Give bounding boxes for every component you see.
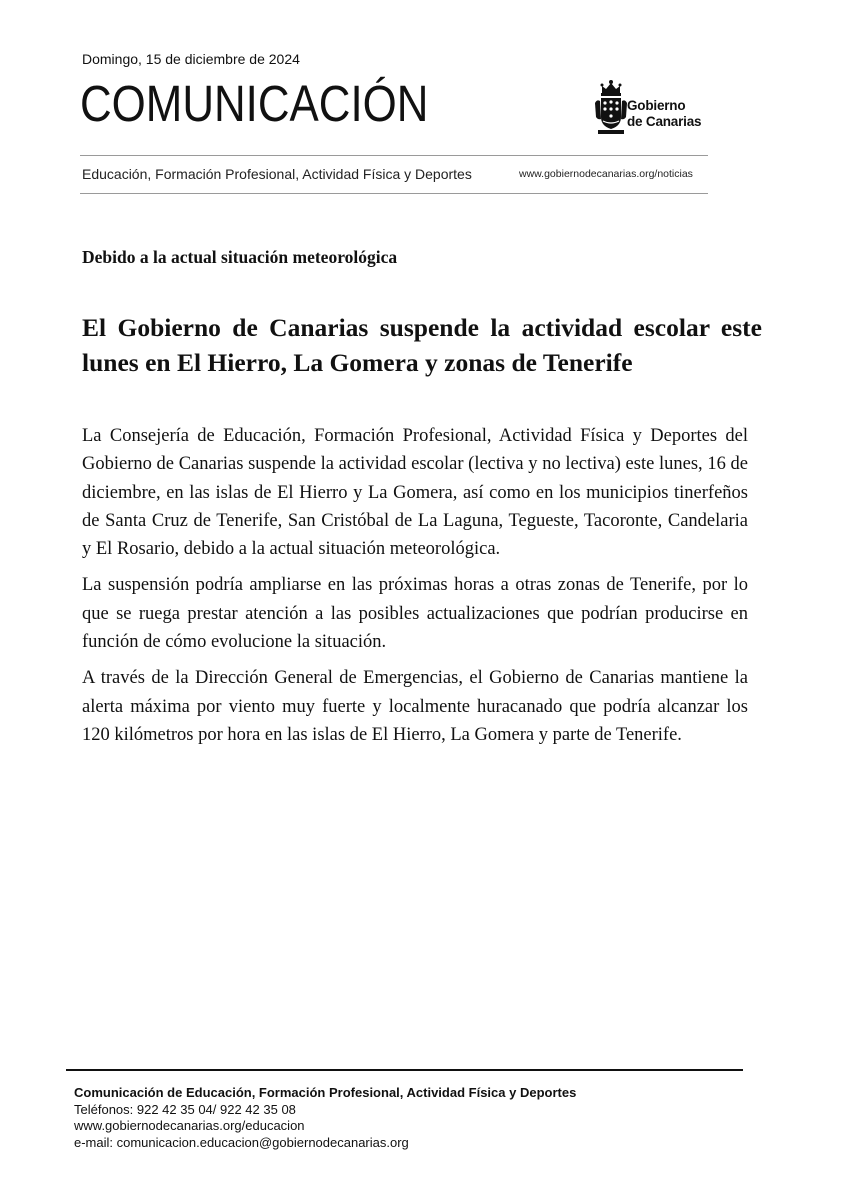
footer-email: e-mail: comunicacion.educacion@gobiernodecanarias.org xyxy=(74,1134,409,1150)
gobierno-de-canarias-logo xyxy=(594,79,714,139)
footer-divider xyxy=(66,1069,743,1071)
logo-text xyxy=(627,98,701,130)
header-divider-top xyxy=(80,155,708,156)
article-paragraph: La Consejería de Educación, Formación Profesional, Actividad Física y Deportes del Gobierno de Canarias suspende la actividad escolar (lectiva y no lectiva) este lunes, 16 de diciembre, en las islas de El Hierro y La Gomera, así como en los municipios tinerfeños de Santa Cruz de Tenerife, San Cristóbal de La Laguna, Tegueste, Tacoronte, Candelaria y El Rosario, debido a la actual situación meteorológica. xyxy=(82,426,748,560)
department-name: Educación, Formación Profesional, Actividad Física y Deportes xyxy=(82,166,472,182)
header-divider-bottom xyxy=(80,193,708,194)
footer-title: Comunicación de Educación, Formación Profesional, Actividad Física y Deportes xyxy=(74,1085,577,1100)
footer-phones: Teléfonos: 922 42 35 04/ 922 42 35 08 xyxy=(74,1101,296,1117)
coat-of-arms-icon xyxy=(594,79,628,137)
article-body xyxy=(82,422,748,757)
footer-contact xyxy=(74,1085,576,1151)
article-paragraph: La suspensión podría ampliarse en las próximas horas a otras zonas de Tenerife, por lo que se ruega prestar atención a las posibles actualizaciones que podrían producirse en función de cómo evolucione la situación. xyxy=(82,575,748,653)
article-headline: El Gobierno de Canarias suspende la actividad escolar este lunes en El Hierro, La Gomera y zonas de Tenerife xyxy=(82,313,762,377)
logo-line-2: de Canarias xyxy=(627,114,702,129)
press-release-date: Domingo, 15 de diciembre de 2024 xyxy=(82,51,300,67)
logo-line-1: Gobierno xyxy=(627,98,686,113)
article-paragraph: A través de la Dirección General de Emergencias, el Gobierno de Canarias mantiene la alerta máxima por viento muy fuerte y localmente huracanado que podría alcanzar los 120 kilómetros por hora en las islas de El Hierro, La Gomera y parte de Tenerife. xyxy=(82,668,748,745)
footer-website: www.gobiernodecanarias.org/educacion xyxy=(74,1118,305,1133)
page-title: COMUNICACIÓN xyxy=(80,75,429,132)
article-kicker: Debido a la actual situación meteorológica xyxy=(82,247,398,267)
news-website: www.gobiernodecanarias.org/noticias xyxy=(519,168,693,180)
